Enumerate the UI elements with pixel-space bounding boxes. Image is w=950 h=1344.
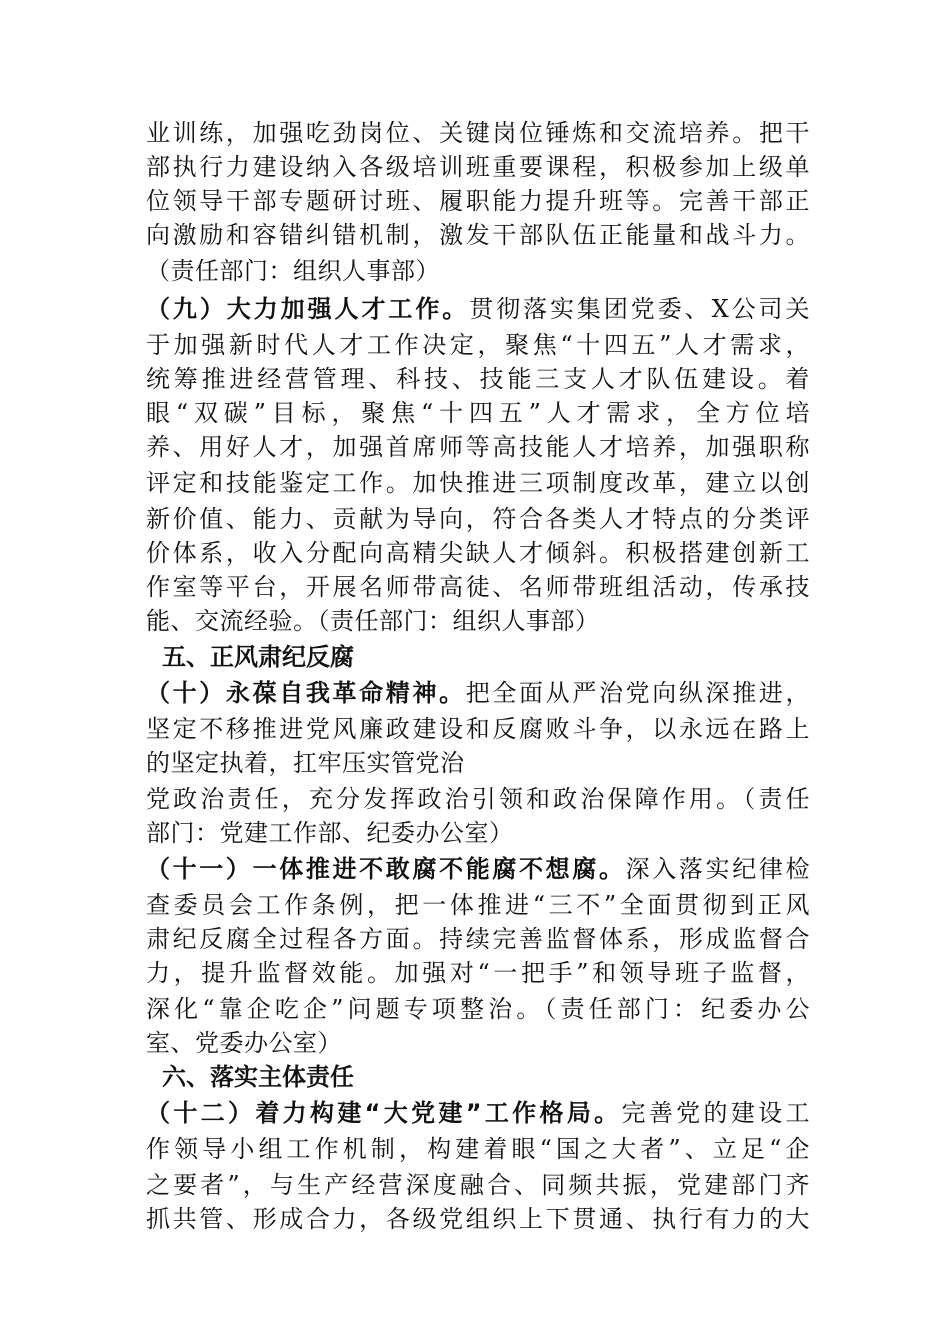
text-line: 于加强新时代人才工作决定，聚焦“十四五”人才需求， bbox=[146, 331, 810, 359]
text-line: 党政治责任，充分发挥政治引领和政治保障作用。（责任 bbox=[146, 785, 810, 813]
text-line: 位领导干部专题研讨班、履职能力提升班等。完善干部正 bbox=[146, 187, 810, 215]
section-heading: 六、落实主体责任 bbox=[162, 1063, 354, 1091]
text-line: 能、交流经验。（责任部门：组织人事部） bbox=[146, 607, 600, 635]
text-line: 把全面从严治党向纵深推进， bbox=[465, 679, 810, 707]
text-line: 业训练，加强吃劲岗位、关键岗位锤炼和交流培养。把干 bbox=[146, 119, 810, 147]
text-line: 部执行力建设纳入各级培训班重要课程，积极参加上级单 bbox=[146, 153, 810, 181]
text-line: 作领导小组工作机制，构建着眼“国之大者”、立足“企 bbox=[146, 1135, 810, 1163]
text-line: 查委员会工作条例，把一体推进“三不”全面贯彻到正风 bbox=[146, 891, 810, 919]
paragraph-first-line bbox=[146, 852, 810, 886]
text-line: 抓共管、形成合力，各级党组织上下贯通、执行有力的大 bbox=[146, 1205, 810, 1233]
paragraph-first-line bbox=[146, 1096, 810, 1130]
text-line: 深化“靠企吃企”问题专项整治。（责任部门：纪委办公 bbox=[146, 995, 810, 1023]
text-line: 作室等平台，开展名师带高徒、名师带班组活动，传承技 bbox=[146, 573, 810, 601]
text-line: 贯彻落实集团党委、X公司关 bbox=[469, 295, 810, 323]
text-line: 新价值、能力、贡献为导向，符合各类人才特点的分类评 bbox=[146, 505, 810, 533]
text-line: 肃纪反腐全过程各方面。持续完善监督体系，形成监督合 bbox=[146, 925, 810, 953]
text-line: 完善党的建设工 bbox=[621, 1099, 811, 1127]
text-line: 深入落实纪律检 bbox=[625, 855, 810, 883]
text-line: 向激励和容错纠错机制，激发干部队伍正能量和战斗力。 bbox=[146, 221, 810, 249]
paragraph-first-line bbox=[146, 676, 810, 710]
paragraph-lead: （九）大力加强人才工作。 bbox=[146, 295, 470, 323]
text-line: 部门：党建工作部、纪委办公室） bbox=[146, 819, 514, 847]
paragraph-lead: （十二）着力构建“大党建”工作格局。 bbox=[146, 1099, 622, 1127]
text-line: 力，提升监督效能。加强对“一把手”和领导班子监督， bbox=[146, 959, 810, 987]
paragraph-lead: （十）永葆自我革命精神。 bbox=[146, 679, 466, 707]
text-line: 坚定不移推进党风廉政建设和反腐败斗争，以永远在路上 bbox=[146, 715, 810, 743]
text-line: 统筹推进经营管理、科技、技能三支人才队伍建设。着 bbox=[146, 365, 810, 393]
section-heading: 五、正风肃纪反腐 bbox=[162, 643, 354, 671]
text-line: 评定和技能鉴定工作。加快推进三项制度改革，建立以创 bbox=[146, 469, 810, 497]
paragraph-lead: （十一）一体推进不敢腐不能腐不想腐。 bbox=[146, 855, 626, 883]
text-line: 价体系，收入分配向高精尖缺人才倾斜。积极搭建创新工 bbox=[146, 539, 810, 567]
text-line: 之要者”，与生产经营深度融合、同频共振，党建部门齐 bbox=[146, 1171, 810, 1199]
text-line: 室、党委办公室） bbox=[146, 1029, 342, 1057]
text-line: 养、用好人才，加强首席师等高技能人才培养，加强职称 bbox=[146, 433, 810, 461]
text-line: （责任部门：组织人事部） bbox=[146, 257, 440, 285]
paragraph-first-line bbox=[146, 292, 810, 326]
text-line: 的坚定执着，扛牢压实管党治 bbox=[146, 749, 465, 777]
text-line: 眼“双碳”目标，聚焦“十四五”人才需求，全方位培 bbox=[146, 399, 810, 427]
